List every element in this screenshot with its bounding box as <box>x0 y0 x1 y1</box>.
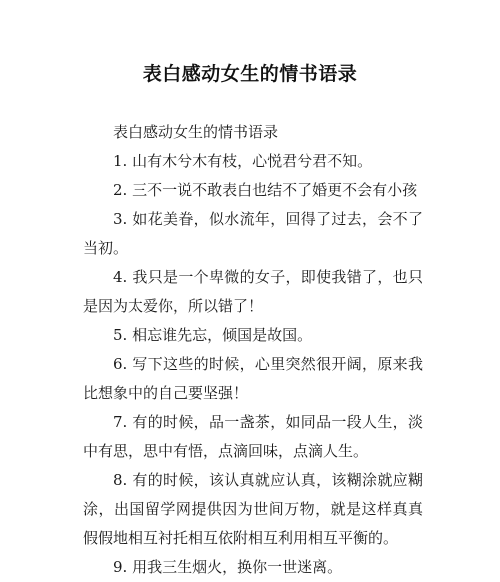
paragraph-item-3: 3. 如花美眷，似水流年，回得了过去，会不了当初。 <box>83 210 423 257</box>
paragraph-item-7: 7. 有的时候，品一盏茶，如同品一段人生，淡中有思，思中有悟，点滴回味，点滴人生。 <box>83 413 423 460</box>
paragraph-item-4: 4. 我只是一个卑微的女子，即使我错了，也只是因为太爱你，所以错了！ <box>83 268 423 315</box>
paragraph-item-1: 1. 山有木兮木有枝，心悦君兮君不知。 <box>113 152 373 170</box>
paragraph-subtitle: 表白感动女生的情书语录 <box>113 123 279 141</box>
document-body <box>83 118 423 582</box>
paragraph-item-8: 8. 有的时候，该认真就应认真，该糊涂就应糊涂，出国留学网提供因为世间万物，就是这样真真假假地相互衬托相互依附相互利用相互平衡的。 <box>83 471 423 547</box>
paragraph-item-6: 6. 写下这些的时候，心里突然很开阔，原来我比想象中的自己要坚强！ <box>83 355 423 402</box>
paragraph-item-5: 5. 相忘谁先忘，倾国是故国。 <box>113 326 313 344</box>
document-title: 表白感动女生的情书语录 <box>142 63 358 85</box>
paragraph-item-2: 2. 三不一说不敢表白也结不了婚更不会有小孩 <box>113 181 418 199</box>
paragraph-item-9: 9. 用我三生烟火，换你一世迷离。 <box>113 558 343 576</box>
